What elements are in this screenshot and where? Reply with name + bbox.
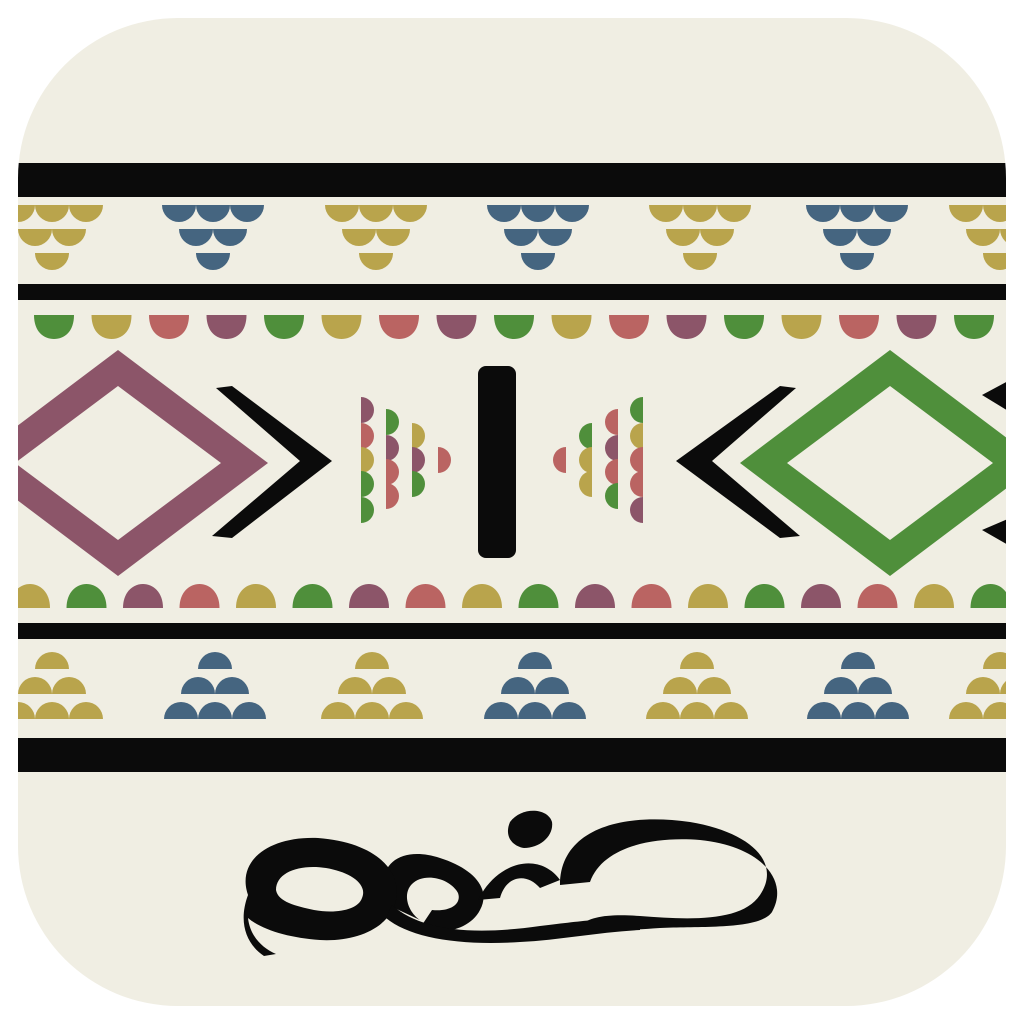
- top-thick-band: [0, 163, 1024, 197]
- bottom-thick-band: [0, 738, 1024, 772]
- center-vertical-bar: [478, 366, 516, 558]
- upper-thin-band: [0, 284, 1024, 300]
- upper-dot-border-row: [34, 315, 994, 339]
- half-dot: [1017, 702, 1024, 719]
- half-dot: [1017, 205, 1024, 222]
- lower-thin-band: [0, 623, 1024, 639]
